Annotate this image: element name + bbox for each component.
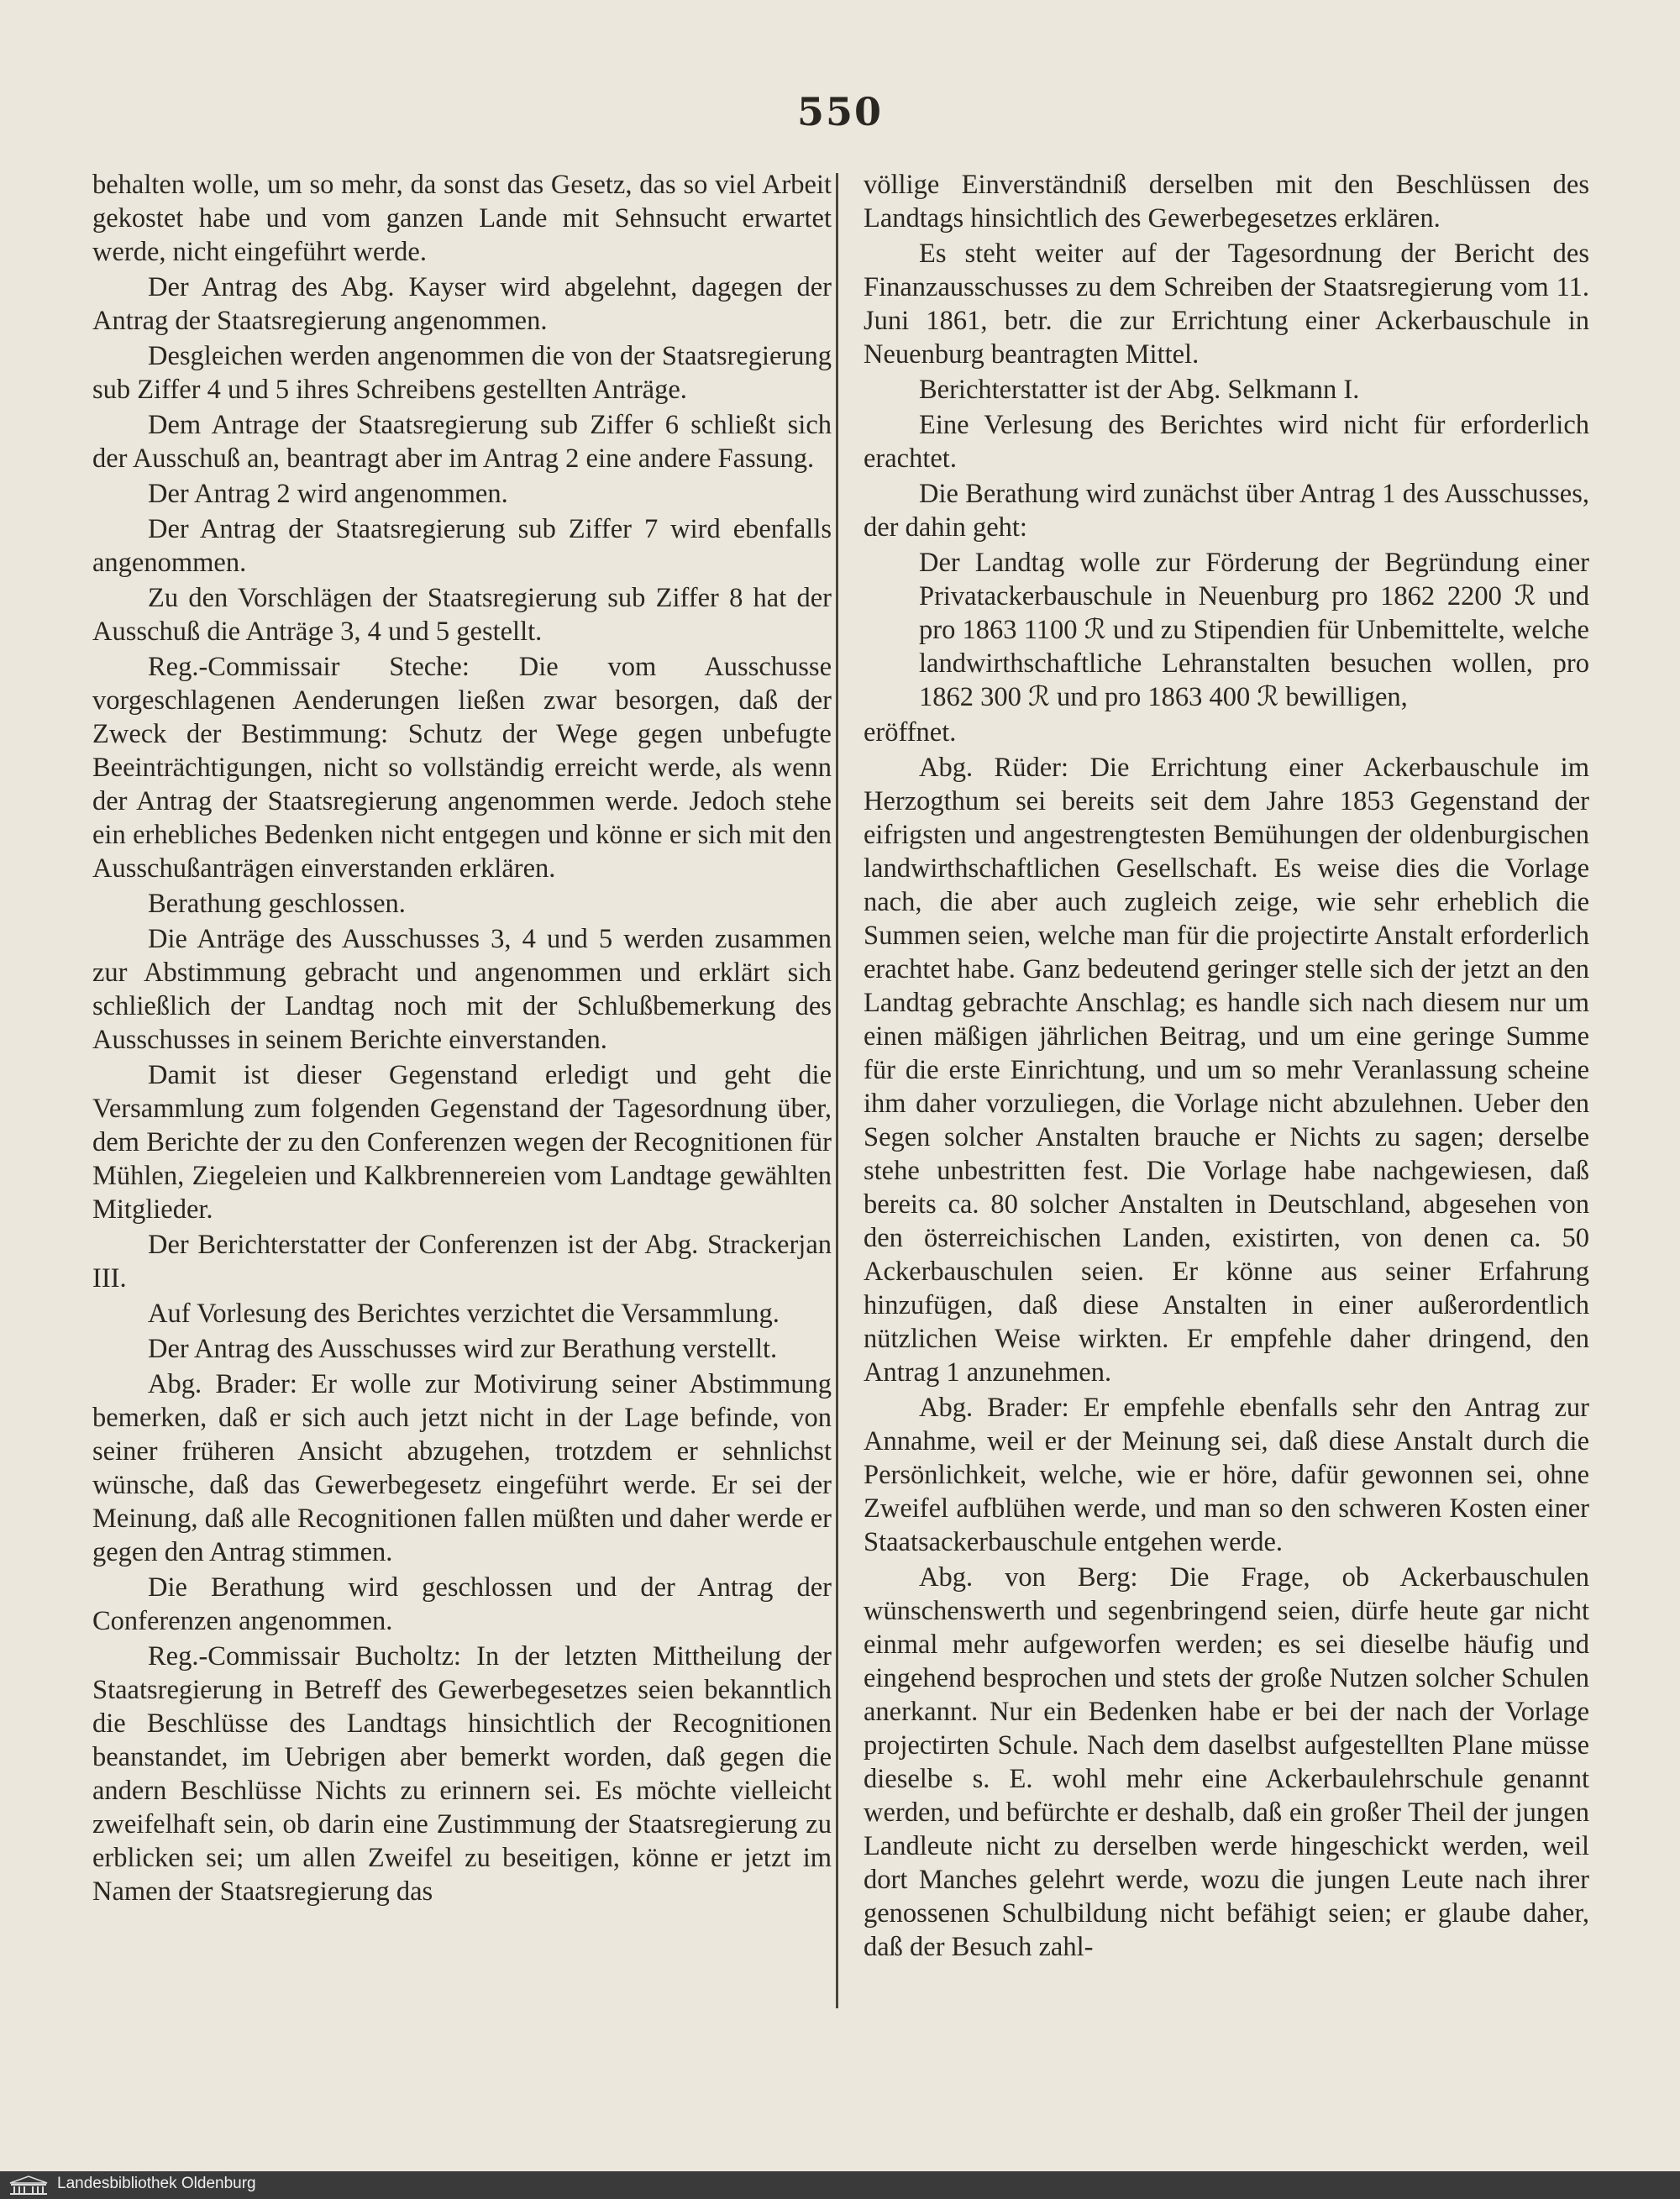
right-paragraph: völlige Einverständniß derselben mit den Beschlüssen des Landtags hinsichtlich des Gewerbegesetzes erklären. [864,170,1589,234]
left-paragraph: Damit ist dieser Gegenstand erledigt und geht die Versammlung zum folgenden Gegenstand der Tagesordnung über, dem Berichte der zu den Conferenzen wegen der Recognitionen für Mühlen, Ziegeleien und Kalkbrennereien vom Landtage gewählten Mitglieder. [92,1060,832,1225]
column-divider [836,173,838,2008]
left-column [92,168,832,1910]
left-paragraph: Reg.-Commissair Steche: Die vom Ausschusse vorgeschlagenen Aenderungen ließen zwar besorgen, daß der Zweck der Bestimmung: Schutz der Wege gegen unbefugte Beeinträchtigungen, nicht so vollständig erreicht werde, als wenn der Antrag der Staatsregierung angenommen werde. Jedoch stehe ein erhebliches Bedenken nicht entgegen und könne er sich mit den Ausschußanträgen einverstanden erklären. [92,652,832,884]
left-paragraph: Der Antrag der Staatsregierung sub Ziffer 7 wird ebenfalls angenommen. [92,514,832,578]
left-paragraph: Der Antrag des Ausschusses wird zur Berathung verstellt. [148,1334,778,1364]
right-paragraph: Es steht weiter auf der Tagesordnung der Bericht des Finanzausschusses zu dem Schreiben der Staatsregierung vom 11. Juni 1861, betr. die zur Errichtung einer Ackerbauschule in Neuenburg beantragten Mittel. [864,239,1589,370]
page-number: 550 [796,89,884,134]
left-paragraph: Die Anträge des Ausschusses 3, 4 und 5 werden zusammen zur Abstimmung gebracht und angenommen und erklärt sich schließlich der Landtag noch mit der Schlußbemerkung des Ausschusses in seinem Berichte einverstanden. [92,924,832,1055]
right-paragraph: Abg. Brader: Er empfehle ebenfalls sehr den Antrag zur Annahme, weil er der Meinung sei, daß diese Anstalt durch die Persönlichkeit, welche, wie er höre, dafür gewonnen sei, ohne Zweifel aufblühen werde, und man so den schweren Kosten einer Staatsackerbauschule entgehen werde. [864,1393,1589,1557]
right-paragraph: eröffnet. [864,717,957,748]
right-column [864,168,1589,1965]
left-paragraph: Die Berathung wird geschlossen und der Antrag der Conferenzen angenommen. [92,1572,832,1636]
right-paragraph: Berichterstatter ist der Abg. Selkmann I. [919,375,1360,405]
left-paragraph: Reg.-Commissair Bucholtz: In der letzten Mittheilung der Staatsregierung in Betreff des Gewerbegesetzes seien bekanntlich die Beschlüsse des Landtags hinsichtlich der Recognitionen beanstandet, im Uebrigen aber bemerkt worden, daß gegen die andern Beschlüsse Nichts zu erinnern sei. Es möchte vielleicht zweifelhaft sein, ob darin eine Zustimmung der Staatsregierung zu erblicken sei; um allen Zweifel zu beseitigen, könne er jetzt im Namen der Staatsregierung das [92,1641,832,1907]
right-paragraph: Abg. Rüder: Die Errichtung einer Ackerbauschule im Herzogthum sei bereits seit dem Jahre 1853 Gegenstand der eifrigsten und angestrengtesten Bemühungen der oldenburgischen landwirthschaftlichen Gesellschaft. Es weise dies die Vorlage nach, die aber auch zugleich zeige, wie sehr erheblich die Summen seien, welche man für die projectirte Anstalt erforderlich erachtet habe. Ganz bedeutend geringer stelle sich der jetzt an den Landtag gebrachte Anschlag; es handle sich nach diesem nur um einen mäßigen jährlichen Beitrag, und um eine geringe Summe für die erste Einrichtung, und um so mehr Veranlassung scheine ihm daher vorzuliegen, die Vorlage nicht abzulehnen. Ueber den Segen solcher Anstalten brauche er Nichts zu sagen; derselbe stehe unbestritten fest. Die Vorlage habe nachgewiesen, daß bereits ca. 80 solcher Anstalten in Deutschland, abgesehen von den österreichischen Landen, existirten, von denen ca. 50 Ackerbauschulen seien. Er könne aus seiner Erfahrung hinzufügen, daß diese Anstalten in einer außerordentlich nützlichen Weise wirkten. Er empfehle daher dringend, den Antrag 1 anzunehmen. [864,753,1589,1388]
left-paragraph: Berathung geschlossen. [148,889,406,919]
left-paragraph: Dem Antrage der Staatsregierung sub Ziffer 6 schließt sich der Ausschuß an, beantragt aber im Antrag 2 eine andere Fassung. [92,410,832,474]
left-paragraph: Auf Vorlesung des Berichtes verzichtet die Versammlung. [148,1299,780,1329]
right-paragraph: Die Berathung wird zunächst über Antrag 1 des Ausschusses, der dahin geht: [864,479,1589,543]
library-building-icon [8,2175,49,2196]
motion-text: Der Landtag wolle zur Förderung der Begründung einer Privatackerbauschule in Neuenburg pro 1862 2200 ℛ und pro 1863 1100 ℛ und zu Stipendien für Unbemittelte, welche landwirthschaftliche Lehranstalten besuchen wollen, pro 1862 300 ℛ und pro 1863 400 ℛ bewilligen, [919,548,1589,712]
left-paragraph: Desgleichen werden angenommen die von der Staatsregierung sub Ziffer 4 und 5 ihres Schreibens gestellten Anträge. [92,341,832,405]
right-paragraph: Eine Verlesung des Berichtes wird nicht für erforderlich erachtet. [864,410,1589,474]
footer-library-name: Landesbibliothek Oldenburg [57,2175,256,2192]
left-paragraph: Zu den Vorschlägen der Staatsregierung sub Ziffer 8 hat der Ausschuß die Anträge 3, 4 und 5 gestellt. [92,583,832,647]
left-paragraph: Der Berichterstatter der Conferenzen ist der Abg. Strackerjan III. [92,1230,832,1294]
right-paragraph: Abg. von Berg: Die Frage, ob Ackerbauschulen wünschenswerth und segenbringend seien, dürfe heute gar nicht einmal mehr aufgeworfen werden; es sei dieselbe häufig und eingehend besprochen und stets der große Nutzen solcher Schulen anerkannt. Nur ein Bedenken habe er bei der nach der Vorlage projectirten Schule. Nach dem daselbst aufgestellten Plane müsse dieselbe s. E. wohl mehr eine Ackerbaulehrschule genannt werden, und befürchte er deshalb, daß ein großer Theil der jungen Landleute nicht zu derselben werde hingeschickt werden, weil dort Manches gelehrt werde, wozu die jungen Leute nach ihrer genossenen Schulbildung nicht befähigt seien; er glaube daher, daß der Besuch zahl- [864,1562,1589,1962]
left-paragraph: Der Antrag 2 wird angenommen. [148,479,508,509]
left-paragraph: Abg. Brader: Er wolle zur Motivirung seiner Abstimmung bemerken, daß er sich auch jetzt nicht in der Lage befinde, von seiner früheren Ansicht abzugehen, trotzdem er sehnlichst wünsche, daß das Gewerbegesetz eingeführt werde. Er sei der Meinung, daß alle Recognitionen fallen müßten und daher werde er gegen den Antrag stimmen. [92,1369,832,1567]
left-paragraph: Der Antrag des Abg. Kayser wird abgelehnt, dagegen der Antrag der Staatsregierung angenommen. [92,272,832,336]
left-paragraph: behalten wolle, um so mehr, da sonst das Gesetz, das so viel Arbeit gekostet habe und vom ganzen Lande mit Sehnsucht erwartet werde, nicht eingeführt werde. [92,170,832,267]
